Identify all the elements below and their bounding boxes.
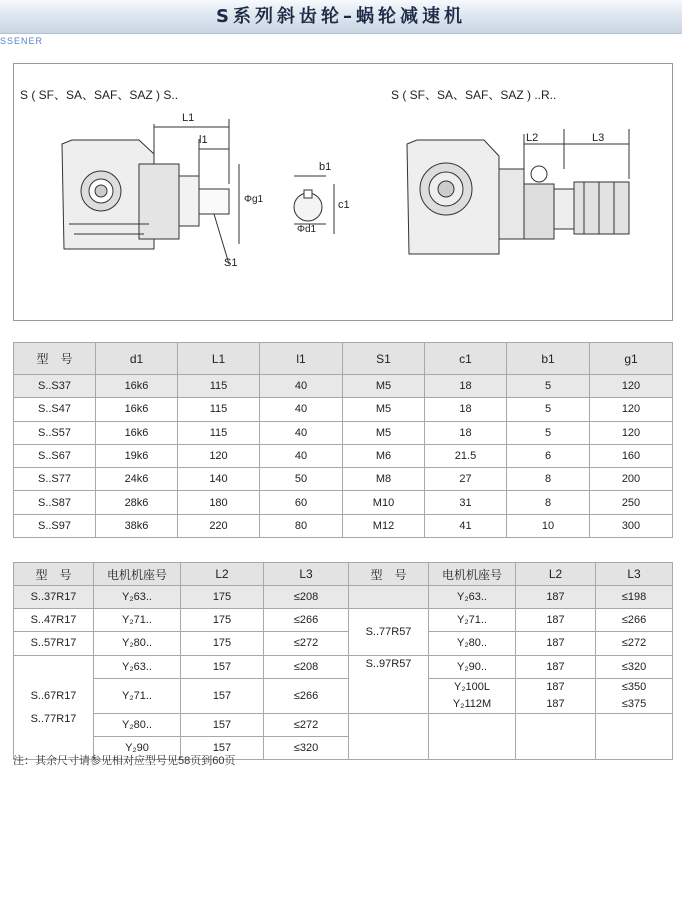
- table-row: [14, 468, 673, 491]
- dim-d1: Φd1: [297, 224, 317, 235]
- cell-L3: ≤208: [264, 586, 349, 609]
- cell-l1: 60: [260, 491, 343, 514]
- cell-g1: 120: [590, 421, 673, 444]
- header-frame: 电机机座号: [94, 563, 181, 586]
- cell-model: S..47R17: [14, 609, 94, 632]
- cell-L2: 175: [181, 609, 264, 632]
- cell-L1: 115: [178, 421, 260, 444]
- group-model-b: S..77R17: [30, 712, 77, 725]
- cell-L1: 115: [178, 375, 260, 398]
- motor-header-row: [14, 563, 673, 586]
- cell-model: S..57R17: [14, 632, 94, 655]
- header-L2: L2: [181, 563, 264, 586]
- cell-L2: 187: [546, 697, 565, 710]
- cell-d1: 16k6: [96, 398, 178, 421]
- cell-l1: 40: [260, 421, 343, 444]
- cell-model: S..S57: [14, 421, 96, 444]
- motor-table: [13, 562, 673, 760]
- cell-d1: 38k6: [96, 514, 178, 537]
- cell-frame: Y₂100L: [453, 680, 491, 693]
- cell-L2: 157: [181, 655, 264, 678]
- header-S1: S1: [343, 343, 425, 375]
- table-row: [14, 678, 673, 713]
- cell-b1: 5: [507, 421, 590, 444]
- cell-g1: 250: [590, 491, 673, 514]
- cell-g1: 120: [590, 398, 673, 421]
- cell-S1: M12: [343, 514, 425, 537]
- cell-l1: 50: [260, 468, 343, 491]
- cell-L3: ≤266: [596, 609, 673, 632]
- table-row: [14, 398, 673, 421]
- cell-model: S..S77: [14, 468, 96, 491]
- cell-L1: 120: [178, 444, 260, 467]
- cell-S1: M6: [343, 444, 425, 467]
- table-row: [14, 609, 673, 632]
- table-row: [14, 514, 673, 537]
- cell-c1: 18: [425, 398, 507, 421]
- header-model: 型 号: [14, 343, 96, 375]
- table-row: [14, 655, 673, 678]
- cell-empty: [596, 713, 673, 759]
- cell-b1: 8: [507, 468, 590, 491]
- brand-logo: SSENER: [0, 36, 44, 46]
- header-L3-right: L3: [596, 563, 673, 586]
- group-model-a: S..67R17: [30, 689, 77, 702]
- cell-L1: 140: [178, 468, 260, 491]
- cell-model: S..37R17: [14, 586, 94, 609]
- cell-L3-stack: [596, 678, 673, 713]
- cell-frame: Y₂90: [94, 736, 181, 759]
- cell-b1: 10: [507, 514, 590, 537]
- header-g1: g1: [590, 343, 673, 375]
- right-intermediate: [524, 184, 554, 239]
- dim-l1: l1: [199, 134, 208, 146]
- cell-c1: 18: [425, 421, 507, 444]
- cell-L1: 115: [178, 398, 260, 421]
- cell-l1: 40: [260, 444, 343, 467]
- left-flange: [139, 164, 179, 239]
- cell-L2: 187: [516, 632, 596, 655]
- table-row: [14, 444, 673, 467]
- cell-L2: 157: [181, 713, 264, 736]
- cell-model: S..S47: [14, 398, 96, 421]
- cell-L3: ≤208: [264, 655, 349, 678]
- cell-empty: [429, 713, 516, 759]
- header-model: 型 号: [14, 563, 94, 586]
- cell-L3: ≤375: [621, 697, 647, 710]
- table-row: [14, 375, 673, 398]
- cell-model: S..S97: [14, 514, 96, 537]
- cell-g1: 200: [590, 468, 673, 491]
- right-variant-label: S ( SF、SA、SAF、SAZ ) ..R..: [391, 88, 557, 102]
- cell-g1: 160: [590, 444, 673, 467]
- cell-c1: 31: [425, 491, 507, 514]
- dim-L1: L1: [182, 112, 195, 124]
- header-L3: L3: [264, 563, 349, 586]
- cell-model: S..S37: [14, 375, 96, 398]
- cell-empty: [516, 713, 596, 759]
- dim-L3: L3: [592, 132, 605, 144]
- cell-frame: Y₂71..: [429, 609, 516, 632]
- cell-S1: M5: [343, 375, 425, 398]
- cell-L3: ≤266: [264, 678, 349, 713]
- cell-g1: 300: [590, 514, 673, 537]
- cell-frame: Y₂71..: [94, 609, 181, 632]
- left-output-shaft: [199, 189, 229, 214]
- cell-L2-stack: [516, 678, 596, 713]
- cell-b1: 6: [507, 444, 590, 467]
- header-c1: c1: [425, 343, 507, 375]
- cell-d1: 24k6: [96, 468, 178, 491]
- cell-L2: 157: [181, 678, 264, 713]
- cell-frame: Y₂63..: [429, 586, 516, 609]
- spec-table: [13, 342, 673, 538]
- cell-L2: 175: [181, 586, 264, 609]
- cell-L3: ≤320: [264, 736, 349, 759]
- table-row: [14, 713, 673, 736]
- cell-S1: M5: [343, 421, 425, 444]
- table-row: [14, 586, 673, 609]
- table-row: [14, 632, 673, 655]
- cell-model-right: S..97R57: [349, 655, 429, 713]
- dim-b1: b1: [319, 161, 332, 173]
- cell-L3: ≤320: [596, 655, 673, 678]
- header-l1: l1: [260, 343, 343, 375]
- cell-d1: 16k6: [96, 421, 178, 444]
- cell-L2: 175: [181, 632, 264, 655]
- header-b1: b1: [507, 343, 590, 375]
- cell-S1: M10: [343, 491, 425, 514]
- cell-frame: Y₂80..: [94, 632, 181, 655]
- cell-L3: ≤350: [621, 680, 647, 693]
- cell-c1: 41: [425, 514, 507, 537]
- cell-S1: M5: [343, 398, 425, 421]
- cell-model: S..S87: [14, 491, 96, 514]
- table-row: [14, 491, 673, 514]
- footnote: 注：其余尺寸请参见相对应型号见58页到60页: [13, 755, 236, 767]
- cell-d1: 28k6: [96, 491, 178, 514]
- cell-S1: M8: [343, 468, 425, 491]
- cell-c1: 27: [425, 468, 507, 491]
- dim-g1: Φg1: [244, 194, 264, 205]
- cell-L3: ≤198: [596, 586, 673, 609]
- dim-S1: S1: [224, 257, 238, 269]
- cell-model-right-empty: [349, 586, 429, 609]
- header-L1: L1: [178, 343, 260, 375]
- cell-L2: 187: [516, 655, 596, 678]
- cell-l1: 40: [260, 375, 343, 398]
- cell-d1: 16k6: [96, 375, 178, 398]
- header-L2-right: L2: [516, 563, 596, 586]
- cell-b1: 5: [507, 375, 590, 398]
- cell-L1: 220: [178, 514, 260, 537]
- cell-L3: ≤266: [264, 609, 349, 632]
- cell-L2: 187: [516, 609, 596, 632]
- cell-g1: 120: [590, 375, 673, 398]
- cell-model: S..S67: [14, 444, 96, 467]
- cell-L3: ≤272: [264, 713, 349, 736]
- cell-frame: Y₂112M: [452, 697, 492, 710]
- dim-c1: c1: [338, 199, 350, 211]
- cell-L3: ≤272: [264, 632, 349, 655]
- spec-header-row: [14, 343, 673, 375]
- dimension-diagram: [13, 63, 673, 321]
- cell-c1: 18: [425, 375, 507, 398]
- dim-L2: L2: [526, 132, 539, 144]
- header-d1: d1: [96, 343, 178, 375]
- cell-frame: Y₂90..: [429, 655, 516, 678]
- cell-l1: 80: [260, 514, 343, 537]
- page-title: S系列斜齿轮–蜗轮减速机: [216, 6, 466, 27]
- cell-frame: Y₂63..: [94, 655, 181, 678]
- left-variant-label: S ( SF、SA、SAF、SAZ ) S..: [20, 88, 179, 102]
- cell-frame-stack: [429, 678, 516, 713]
- cell-frame: Y₂80..: [429, 632, 516, 655]
- cell-L3: ≤272: [596, 632, 673, 655]
- cell-frame: Y₂63..: [94, 586, 181, 609]
- cell-l1: 40: [260, 398, 343, 421]
- cell-c1: 21.5: [425, 444, 507, 467]
- cell-model-group: [14, 655, 94, 760]
- cell-b1: 8: [507, 491, 590, 514]
- cell-L2: 187: [516, 586, 596, 609]
- cell-empty: [349, 713, 429, 759]
- cell-L2: 187: [546, 680, 565, 693]
- cell-frame: Y₂80..: [94, 713, 181, 736]
- cell-L1: 180: [178, 491, 260, 514]
- header-frame-right: 电机机座号: [429, 563, 516, 586]
- cell-b1: 5: [507, 398, 590, 421]
- cell-frame: Y₂71..: [94, 678, 181, 713]
- cell-L2: 157: [181, 736, 264, 759]
- right-motor: [574, 182, 629, 234]
- header-model-right: 型 号: [349, 563, 429, 586]
- cell-d1: 19k6: [96, 444, 178, 467]
- table-row: [14, 421, 673, 444]
- cell-model-right: S..77R57: [349, 609, 429, 655]
